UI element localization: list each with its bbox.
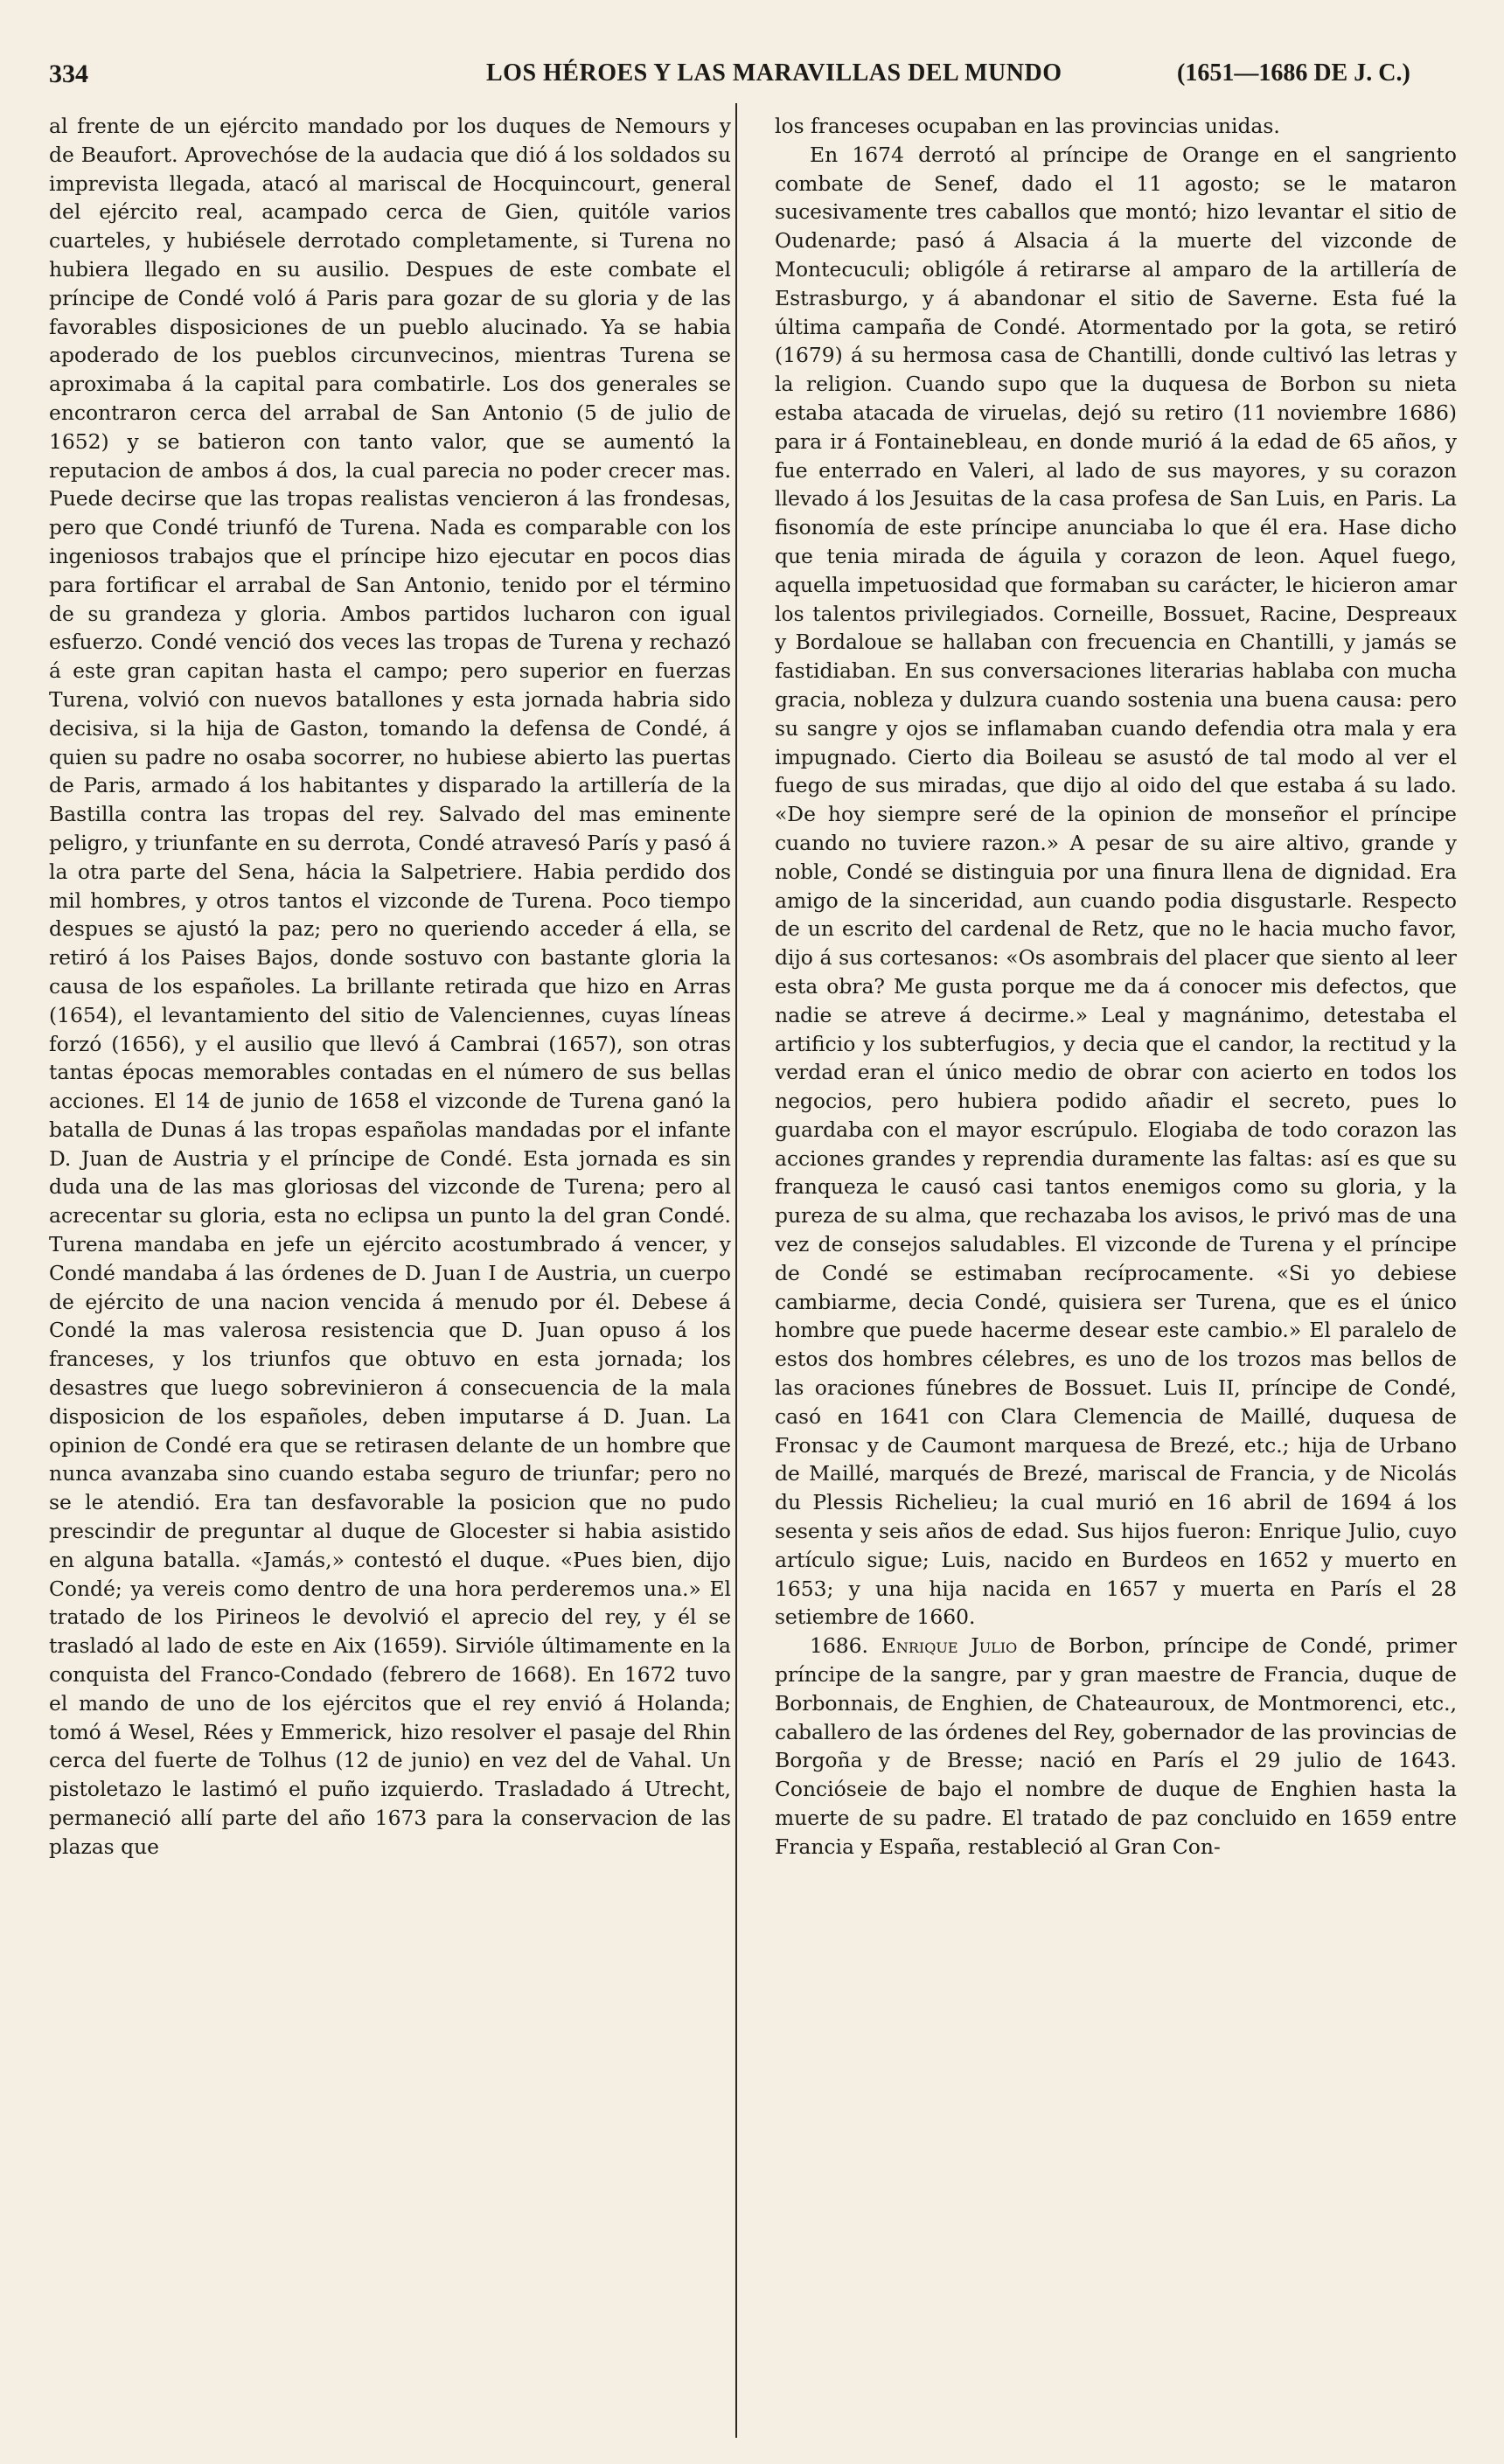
column-divider [735, 103, 737, 2438]
right-column [775, 112, 1457, 2438]
body-paragraph: al frente de un ejército mandado por los duques de Nemours y de Beaufort. Aprovechóse de la audacia que dió á los soldados su imprevista llegada, atacó al mariscal de Hocquincourt, general del ejército real, acampado cerca de Gien, quitóle varios cuarteles, y hubiésele derrotado completamente, si Turena no hubiera llegado en su ausilio. Despues de este combate el príncipe de Condé voló á Paris para gozar de su gloria y de las favorables disposiciones de un pueblo alucinado. Ya se habia apoderado de los pueblos circunvecinos, mientras Turena se aproximaba á la capital para combatirle. Los dos generales se encontraron cerca del arrabal de San Antonio (5 de julio de 1652) y se batieron con tanto valor, que se aumentó la reputacion de ambos á dos, la cual parecia no poder crecer mas. Puede decirse que las tropas realistas vencieron á las frondesas, pero que Condé triunfó de Turena. Nada es comparable con los ingeniosos trabajos que el príncipe hizo ejecutar en pocos dias para fortificar el arrabal de San Antonio, tenido por el término de su grandeza y gloria. Ambos partidos lucharon con igual esfuerzo. Condé venció dos veces las tropas de Turena y rechazó á este gran capitan hasta el campo; pero superior en fuerzas Turena, volvió con nuevos batallones y esta jornada habria sido decisiva, si la hija de Gaston, tomando la defensa de Condé, á quien su padre no osaba socorrer, no hubiese abierto las puertas de Paris, armado á los habitantes y disparado la artillería de la Bastilla contra las tropas del rey. Salvado del mas eminente peligro, y triunfante en su derrota, Condé atravesó París y pasó á la otra parte del Sena, hácia la Salpetriere. Habia perdido dos mil hombres, y otros tantos el vizconde de Turena. Poco tiempo despues se ajustó la paz; pero no queriendo acceder á ella, se retiró á los Paises Bajos, donde sostuvo con bastante gloria la causa de los españoles. La brillante retirada que hizo en Arras (1654), el levantamiento del sitio de Valenciennes, cuyas líneas forzó (1656), y el ausilio que llevó á Cambrai (1657), son otras tantas épocas memorables contadas en el número de sus bellas acciones. El 14 de junio de 1658 el vizconde de Turena ganó la batalla de Dunas á las tropas españolas mandadas por el infante D. Juan de Austria y el príncipe de Condé. Esta jornada es sin duda una de las mas gloriosas del vizconde de Turena; pero al acrecentar su gloria, esta no eclipsa un punto la del gran Condé. Turena mandaba en jefe un ejército acostumbrado á vencer, y Condé mandaba á las órdenes de D. Juan I de Austria, un cuerpo de ejército de una nacion vencida á menudo por él. Debese á Condé la mas valerosa resistencia que D. Juan opuso á los franceses, y los triunfos que obtuvo en esta jornada; los desastres que luego sobrevinieron á consecuencia de la mala disposicion de los españoles, deben imputarse á D. Juan. La opinion de Condé era que se retirasen delante de un hombre que nunca avanzaba sino cuando estaba seguro de triunfar; pero no se le atendió. Era tan desfavorable la posicion que no pudo prescindir de preguntar al duque de Glocester si habia asistido en alguna batalla. «Jamás,» contestó el duque. «Pues bien, dijo Condé; ya vereis como dentro de una hora perderemos una.» El tratado de los Pirineos le devolvió el aprecio del rey, y él se trasladó al lado de este en Aix (1659). Sirvióle últimamente en la conquista del Franco-Condado (febrero de 1668). En 1672 tuvo el mando de uno de los ejércitos que el rey envió á Holanda; tomó á Wesel, Rées y Emmerick, hizo resolver el pasaje del Rhin cerca del fuerte de Tolhus (12 de junio) en vez del de Vahal. Un pistoletazo le lastimó el puño izquierdo. Trasladado á Utrecht, permaneció allí parte del año 1673 para la conservacion de las plazas que [49, 114, 731, 1859]
body-paragraph: los franceses ocupaban en las provincias unidas. [775, 114, 1280, 138]
entry-name: Enrique Julio [881, 1633, 1018, 1659]
running-header [49, 59, 1452, 98]
body-paragraph: En 1674 derrotó al príncipe de Orange en el sangriento combate de Senef, dado el 11 agosto; se le mataron sucesivamente tres caballos que montó; hizo levantar el sitio de Oudenarde; pasó á Alsacia á la muerte del vizconde de Montecuculi; obligóle á retirarse al amparo de la artillería de Estrasburgo, y á abandonar el sitio de Saverne. Esta fué la última campaña de Condé. Atormentado por la gota, se retiró (1679) á su hermosa casa de Chantilli, donde cultivó las letras y la religion. Cuando supo que la duquesa de Borbon su nieta estaba atacada de viruelas, dejó su retiro (11 noviembre 1686) para ir á Fontainebleau, en donde murió á la edad de 65 años, y fue enterrado en Valeri, al lado de sus mayores, y su corazon llevado á los Jesuitas de la casa profesa de San Luis, en Paris. La fisonomía de este príncipe anunciaba lo que él era. Hase dicho que tenia mirada de águila y corazon de leon. Aquel fuego, aquella impetuosidad que formaban su carácter, le hicieron amar los talentos privilegiados. Corneille, Bossuet, Racine, Despreaux y Bordaloue se hallaban con frecuencia en Chantilli, y jamás se fastidiaban. En sus conversaciones literarias hablaba con mucha gracia, nobleza y dulzura cuando sostenia una buena causa: pero su sangre y ojos se inflamaban cuando defendia otra mala y era impugnado. Cierto dia Boileau se asustó de tal modo al ver el fuego de sus miradas, que dijo al oido del que estaba á su lado. «De hoy siempre seré de la opinion de monseñor el príncipe cuando no tuviere razon.» A pesar de su aire altivo, grande y noble, Condé se distinguia por una finura llena de dignidad. Era amigo de la sinceridad, aun cuando podia disgustarle. Respecto de un escrito del cardenal de Retz, que no le hacia mucho favor, dijo á sus cortesanos: «Os asombrais del placer que siento al leer esta obra? Me gusta porque me da á conocer mis defectos, que nadie se atreve á decirme.» Leal y magnánimo, detestaba el artificio y los subterfugios, y decia que el candor, la rectitud y la verdad eran el único medio de obrar con acierto en todos los negocios, pero hubiera podido añadir el secreto, pues lo guardaba con el mayor escrúpulo. Elogiaba de todo corazon las acciones grandes y reprendia duramente las faltas: así es que su franqueza le causó casi tantos enemigos como su gloria, y la pureza de su alma, que rechazaba los avisos, le privó mas de una vez de consejos saludables. El vizconde de Turena y el príncipe de Condé se estimaban recíprocamente. «Si yo debiese cambiarme, decia Condé, quisiera ser Turena, que es el único hombre que puede hacerme desear este cambio.» El paralelo de estos dos hombres célebres, es uno de los trozos mas bellos de las oraciones fúnebres de Bossuet. Luis II, príncipe de Condé, casó en 1641 con Clara Clemencia de Maillé, duquesa de Fronsac y de Caumont marquesa de Brezé, etc.; hija de Urbano de Maillé, marqués de Brezé, mariscal de Francia, y de Nicolás du Plessis Richelieu; la cual murió en 16 abril de 1694 á los sesenta y seis años de edad. Sus hijos fueron: Enrique Julio, cuyo artículo sigue; Luis, nacido en Burdeos en 1652 y muerto en 1653; y una hija nacida en 1657 y muerta en París el 28 setiembre de 1660. [775, 142, 1457, 1630]
entry-text: de Borbon, príncipe de Condé, primer príncipe de la sangre, par y gran maestre de Francia, duque de Borbonnais, de Enghien, de Chateauroux, de Montmorenci, etc., caballero de las órdenes del Rey, gobernador de las provincias de Borgoña y de Bresse; nació en París el 29 julio de 1643. Concióseie de bajo el nombre de duque de Enghien hasta la muerte de su padre. El tratado de paz concluido en 1659 entre Francia y España, restableció al Gran Con- [775, 1633, 1457, 1859]
book-title: LOS HÉROES Y LAS MARAVILLAS DEL MUNDO [486, 59, 1062, 87]
entry-paragraph [775, 1632, 1457, 1861]
page-number: 334 [49, 59, 88, 88]
entry-number: 1686. [810, 1633, 868, 1659]
date-range: (1651—1686 DE J. C.) [1177, 59, 1410, 87]
left-column [49, 112, 731, 2438]
